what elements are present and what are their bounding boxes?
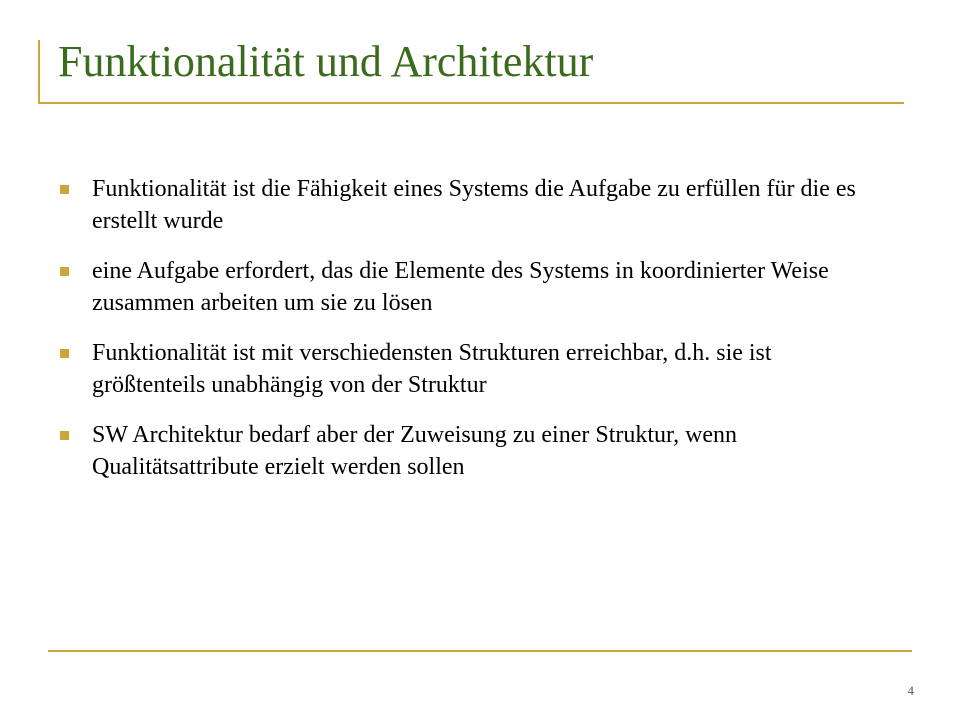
title-underline-rule bbox=[38, 102, 904, 104]
square-bullet-icon bbox=[60, 267, 69, 276]
slide-title: Funktionalität und Architektur bbox=[58, 37, 594, 86]
footer-rule bbox=[48, 650, 912, 652]
bullet-item bbox=[60, 173, 890, 237]
square-bullet-icon bbox=[60, 349, 69, 358]
bullet-item bbox=[60, 255, 890, 319]
bullet-list bbox=[60, 173, 890, 501]
bullet-item bbox=[60, 419, 890, 483]
square-bullet-icon bbox=[60, 185, 69, 194]
square-bullet-icon bbox=[60, 431, 69, 440]
bullet-text: SW Architektur bedarf aber der Zuweisung zu einer Struktur, wenn Qualitätsattribute erzielt werden sollen bbox=[92, 422, 738, 480]
page-number: 4 bbox=[907, 683, 914, 698]
bullet-text: Funktionalität ist die Fähigkeit eines Systems die Aufgabe zu erfüllen für die es erstellt wurde bbox=[92, 176, 856, 234]
title-vertical-rule bbox=[38, 40, 40, 104]
bullet-text: eine Aufgabe erfordert, das die Elemente des Systems in koordinierter Weise zusammen arbeiten um sie zu lösen bbox=[92, 258, 829, 316]
bullet-text: Funktionalität ist mit verschiedensten Strukturen erreichbar, d.h. sie ist größtenteils unabhängig von der Struktur bbox=[92, 340, 772, 398]
bullet-item bbox=[60, 337, 890, 401]
